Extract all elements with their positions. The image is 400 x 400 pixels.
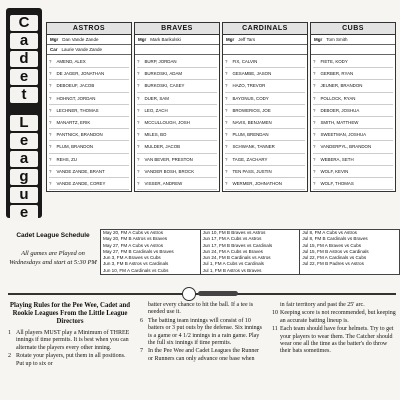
player-row <box>225 141 305 153</box>
player-row <box>225 129 305 141</box>
bat-icon <box>198 291 238 296</box>
player-marker: ? <box>225 107 228 113</box>
player-list <box>47 55 131 191</box>
staff-row <box>311 45 395 55</box>
player-name: HOHNGT, JORDAN <box>56 95 96 101</box>
banner-letter: e <box>10 133 38 149</box>
schedule-column <box>300 230 399 274</box>
player-marker: ? <box>49 59 52 64</box>
rule-text: in fair territory and past the 25' arc. <box>280 302 365 308</box>
team-name: BRAVES <box>135 23 219 35</box>
player-name: BURP, JORDAN <box>144 59 177 64</box>
team-name: CARDINALS <box>223 23 307 35</box>
player-name: JEUNER, BRANDON <box>320 83 363 89</box>
team-name: ASTROS <box>47 23 131 35</box>
schedule-column <box>101 230 201 274</box>
player-row <box>137 166 217 178</box>
schedule-table <box>100 229 400 275</box>
schedule-row: Jun 24, FM B Cardinals vs Astros <box>202 255 271 261</box>
player-row <box>313 117 393 129</box>
banner-letter: t <box>10 87 38 103</box>
player-name: WOLF, THOMAS <box>320 180 354 186</box>
player-row <box>225 93 305 105</box>
player-row <box>313 105 393 117</box>
player-name: WOLF, KEVIN <box>320 168 349 174</box>
player-name: NAVIS, BENJAMEN <box>232 119 272 125</box>
player-name: VISSER, ANDREW <box>144 180 183 186</box>
schedule-row: May 20, FM A Cubs vs Astros <box>103 230 163 235</box>
player-marker: ? <box>49 180 52 186</box>
player-name: BURKOSKI, ADAM <box>144 71 183 77</box>
player-name: TAGE, ZACHARY <box>232 156 268 162</box>
player-name: POLLOCK, RYAN <box>320 95 356 101</box>
player-marker: ? <box>313 95 316 101</box>
staff-row <box>135 35 219 45</box>
player-marker: ? <box>49 168 52 174</box>
schedule-row: Jul 15, FM A Braves vs Cubs <box>302 242 362 248</box>
player-marker: ? <box>313 119 316 125</box>
player-name: SWEETMAN, JOSHUA <box>320 132 367 138</box>
player-name: SMITH, MATTHEW <box>320 119 359 125</box>
banner-letter <box>10 105 38 113</box>
banner-letter: d <box>10 51 38 67</box>
staff-name: Jeff Tars <box>238 37 256 42</box>
player-name: MULDER, JACOB <box>144 144 181 150</box>
player-name: MANARTZ, ERIK <box>56 119 91 125</box>
player-list <box>135 55 219 191</box>
schedule-row: May 27, FM A Cubs vs Astros <box>103 242 163 248</box>
banner-letter: a <box>10 33 38 49</box>
player-marker: ? <box>137 95 140 101</box>
player-row <box>225 178 305 190</box>
player-name: VANDER BOSH, BROCK <box>144 168 195 174</box>
cadet-league-banner <box>6 8 42 221</box>
rule-text: Each team should have four helmets. Try to get your players to wear them. The Catcher should wear one all the time as the batter's do throw their bats sometimes. <box>280 326 394 355</box>
player-marker: ? <box>137 107 140 113</box>
player-row <box>137 178 217 190</box>
player-row <box>225 117 305 129</box>
player-name: TEN PASS, JUSTIN <box>232 168 272 174</box>
player-marker: ? <box>49 71 52 77</box>
player-row <box>49 117 129 129</box>
player-marker: ? <box>225 95 228 101</box>
rule-number: 7 <box>140 348 143 355</box>
rules-column-2 <box>140 302 264 369</box>
banner-letter: C <box>10 15 38 31</box>
rules-title: Playing Rules for the Pee Wee, Cadet and Rookie Leagues From the Little League Directors <box>9 302 131 325</box>
rule-number <box>272 302 280 309</box>
schedule-row <box>300 268 399 274</box>
schedule-row: Jun 17, FM B Braves vs Cardinals <box>202 242 273 248</box>
player-name: AMEND, ALEX <box>56 59 86 64</box>
player-marker: ? <box>49 119 52 125</box>
schedule-column <box>201 230 301 274</box>
player-name: BURKOSKI, CASEY <box>144 83 185 89</box>
schedule-row: Jul 22, FM A Cardinals vs Cubs <box>302 255 367 261</box>
rule-text: Rotate your players, put them in all positions. Put up to six or <box>16 353 126 367</box>
player-row <box>225 56 305 68</box>
schedule-row: May 27, FM B Cardinals vs Braves <box>103 248 174 254</box>
player-marker: ? <box>137 71 140 77</box>
player-name: GERBER, RYAN <box>320 71 354 77</box>
staff-role: Car <box>50 47 58 52</box>
rule-number: 1 <box>8 330 11 336</box>
banner-letters <box>6 14 42 222</box>
player-row <box>225 80 305 92</box>
banner-letter: L <box>10 115 38 131</box>
staff-role: Mgr <box>226 37 235 42</box>
player-name: PLUM, BRENDAN <box>232 132 269 138</box>
player-marker: ? <box>137 83 140 89</box>
player-row <box>313 93 393 105</box>
schedule-note: All games are Played on Wednesdays and start at 5:30 PM <box>9 250 97 266</box>
player-name: FIETE, KODY <box>320 59 348 64</box>
staff-row <box>135 45 219 55</box>
player-row <box>49 56 129 68</box>
player-name: FIX, CALVIN <box>232 59 258 64</box>
player-row <box>137 129 217 141</box>
baseball-icon <box>182 287 196 301</box>
banner-letter: e <box>10 205 38 221</box>
rules-section <box>8 302 396 369</box>
rule-text: In the Pee Wee and Cadet Leagues the Runner or Runners can only advance one base when <box>148 348 260 362</box>
player-marker: ? <box>49 107 52 113</box>
banner-letter: u <box>10 187 38 203</box>
rule-text: Keeping score is not recommended, but keeping an accurate batting lineup is. <box>280 310 396 324</box>
schedule-row: Jul 15, FM B Astros vs Cardinals <box>302 248 369 254</box>
rule-item <box>8 353 132 368</box>
player-marker: ? <box>137 156 140 162</box>
player-row <box>49 178 129 190</box>
schedule-row: Jul 8, FM B Cardinals vs Braves <box>302 236 368 242</box>
player-row <box>225 166 305 178</box>
player-marker: ? <box>313 107 316 113</box>
player-row <box>313 56 393 68</box>
player-marker: ? <box>49 156 52 162</box>
team-roster-astros <box>46 22 132 192</box>
player-name: HAZO, TREVOR <box>232 83 266 89</box>
player-row <box>49 80 129 92</box>
player-row <box>49 141 129 153</box>
rule-item <box>272 326 396 356</box>
player-name: VANDERPYL, BRANDON <box>320 144 372 150</box>
rule-item <box>140 302 264 317</box>
schedule-row: Jun 10, FM A Cardinals vs Cubs <box>103 267 169 273</box>
schedule-row: May 20, FM B Astros vs Braves <box>103 236 168 242</box>
player-name: PANTNICK, BRANDON <box>56 132 103 138</box>
player-marker: ? <box>225 83 228 89</box>
team-name: CUBS <box>311 23 395 35</box>
player-name: REHS, ZU <box>56 156 77 162</box>
player-name: MCCULLOUGH, JOSH <box>144 119 190 125</box>
staff-row <box>47 35 131 45</box>
player-row <box>49 154 129 166</box>
rule-item <box>140 348 264 363</box>
staff-name: Laurie Vande Zande <box>61 47 102 52</box>
rule-text: The batting team innings will consist of 10 batters or 3 put outs by the defense. Six innings is a game or 4 1/2 innings in a rain game. Play the full six innings if time permits. <box>148 317 262 347</box>
rule-number: 10 <box>272 310 278 317</box>
player-row <box>225 68 305 80</box>
player-marker: ? <box>225 71 228 77</box>
player-marker: ? <box>313 71 316 77</box>
player-marker: ? <box>49 144 52 150</box>
player-name: PLUM, BRANDON <box>56 144 94 150</box>
player-row <box>313 166 393 178</box>
schedule-row: Jun 3, FM A Braves vs Cubs <box>103 255 161 261</box>
player-marker: ? <box>313 132 316 138</box>
player-name: DUER, SAM <box>144 95 169 101</box>
banner-letter: g <box>10 169 38 185</box>
player-marker: ? <box>225 59 228 64</box>
player-row <box>225 105 305 117</box>
team-roster-cubs <box>310 22 396 192</box>
schedule-row: Jul 22, FM B Padres vs Astros <box>302 261 364 267</box>
schedule-row: Jul 8, FM A Cubs vs Astros <box>302 230 357 235</box>
rule-item <box>272 302 396 309</box>
schedule-info <box>8 232 98 267</box>
player-row <box>137 154 217 166</box>
banner-letter: e <box>10 69 38 85</box>
rules-column-1 <box>8 302 132 369</box>
rule-number: 2 <box>8 353 11 360</box>
player-marker: ? <box>137 168 140 174</box>
staff-name: Mark Barikolski <box>150 37 181 42</box>
staff-role: Mgr <box>138 37 147 42</box>
player-name: BROWERIOS, JOE <box>232 107 271 113</box>
player-marker: ? <box>225 168 228 174</box>
player-marker: ? <box>313 168 316 174</box>
schedule-row: Jun 3, FM B Astros vs Cardinals <box>103 261 169 267</box>
player-row <box>49 105 129 117</box>
staff-row <box>223 35 307 45</box>
team-rosters <box>46 22 396 192</box>
rule-text: batter every chance to hit the ball. If a tee is needed use it. <box>148 302 254 316</box>
player-row <box>137 80 217 92</box>
player-marker: ? <box>137 119 140 125</box>
schedule-row: Jun 10, FM B Braves vs Astros <box>202 230 266 235</box>
staff-name: Tom Smith <box>326 37 348 42</box>
player-row <box>225 154 305 166</box>
player-name: DE JAGER, JONATHAN <box>56 71 105 77</box>
player-row <box>137 141 217 153</box>
player-name: VANDE ZANDE, BRANT <box>56 168 105 174</box>
banner-letter: a <box>10 151 38 167</box>
staff-name: Dan Vande Zande <box>62 37 99 42</box>
player-name: DEBOEUF, JACOB <box>56 83 95 89</box>
player-name: GESAMBE, JASON <box>232 71 272 77</box>
player-marker: ? <box>137 180 140 186</box>
staff-role: Mgr <box>50 37 59 42</box>
player-row <box>313 178 393 190</box>
rule-item <box>8 330 132 352</box>
player-row <box>313 141 393 153</box>
player-marker: ? <box>137 132 140 138</box>
player-name: MILES, BO <box>144 132 167 138</box>
schedule-row: Jul 1, FM B Astros vs Braves <box>202 267 262 273</box>
schedule-row: Jul 1, FM A Cubs vs Cardinals <box>202 261 264 267</box>
rules-column-3 <box>272 302 396 369</box>
player-marker: ? <box>49 95 52 101</box>
schedule-row: Jun 24, FM A Cubs vs Braves <box>202 248 263 254</box>
player-marker: ? <box>49 83 52 89</box>
schedule-row: Jun 17, FM A Cubs vs Astros <box>202 236 262 242</box>
player-list <box>223 55 307 191</box>
player-name: DEBOER, JOSHUA <box>320 107 360 113</box>
player-marker: ? <box>225 180 228 186</box>
rule-number: 11 <box>272 326 278 333</box>
staff-role: Mgr <box>314 37 323 42</box>
player-row <box>49 166 129 178</box>
player-marker: ? <box>225 144 228 150</box>
rule-item <box>140 318 264 348</box>
player-name: LEO, ZACH <box>144 107 168 113</box>
rule-number: 6 <box>140 317 143 324</box>
player-row <box>137 68 217 80</box>
player-marker: ? <box>313 180 316 186</box>
player-name: VANDE ZANDE, COREY <box>56 180 106 186</box>
player-row <box>313 68 393 80</box>
player-name: LECHNER, THOMAS <box>56 107 99 113</box>
staff-row <box>47 45 131 55</box>
player-row <box>49 129 129 141</box>
player-row <box>313 80 393 92</box>
team-roster-braves <box>134 22 220 192</box>
player-marker: ? <box>313 144 316 150</box>
player-row <box>137 105 217 117</box>
player-row <box>137 56 217 68</box>
player-marker: ? <box>137 144 140 150</box>
player-marker: ? <box>225 132 228 138</box>
player-row <box>313 154 393 166</box>
player-name: WERMER, JOHNATHON <box>232 180 282 186</box>
player-name: SCHWANK, TANNER <box>232 144 275 150</box>
player-name: BAYONUS, CODY <box>232 95 269 101</box>
player-row <box>49 68 129 80</box>
player-marker: ? <box>313 156 316 162</box>
baseball-divider <box>8 286 396 300</box>
schedule-title: Cadet League Schedule <box>16 232 90 239</box>
player-row <box>313 129 393 141</box>
player-row <box>49 93 129 105</box>
player-row <box>137 117 217 129</box>
rule-item <box>272 310 396 325</box>
player-row <box>137 93 217 105</box>
player-marker: ? <box>137 59 140 64</box>
rule-number <box>140 302 148 317</box>
rule-text: All players MUST play a Minimum of THREE innings if time permits. It is best when you can alternate the players every other inning. <box>16 330 130 351</box>
player-list <box>311 55 395 191</box>
staff-row <box>223 45 307 55</box>
player-marker: ? <box>49 132 52 138</box>
player-name: VAN BEVER, PRESTON <box>144 156 193 162</box>
player-marker: ? <box>225 119 228 125</box>
player-marker: ? <box>313 83 316 89</box>
player-marker: ? <box>225 156 228 162</box>
staff-row <box>311 35 395 45</box>
player-name: WEBERA, SETH <box>320 156 354 162</box>
team-roster-cardinals <box>222 22 308 192</box>
player-marker: ? <box>313 59 316 64</box>
